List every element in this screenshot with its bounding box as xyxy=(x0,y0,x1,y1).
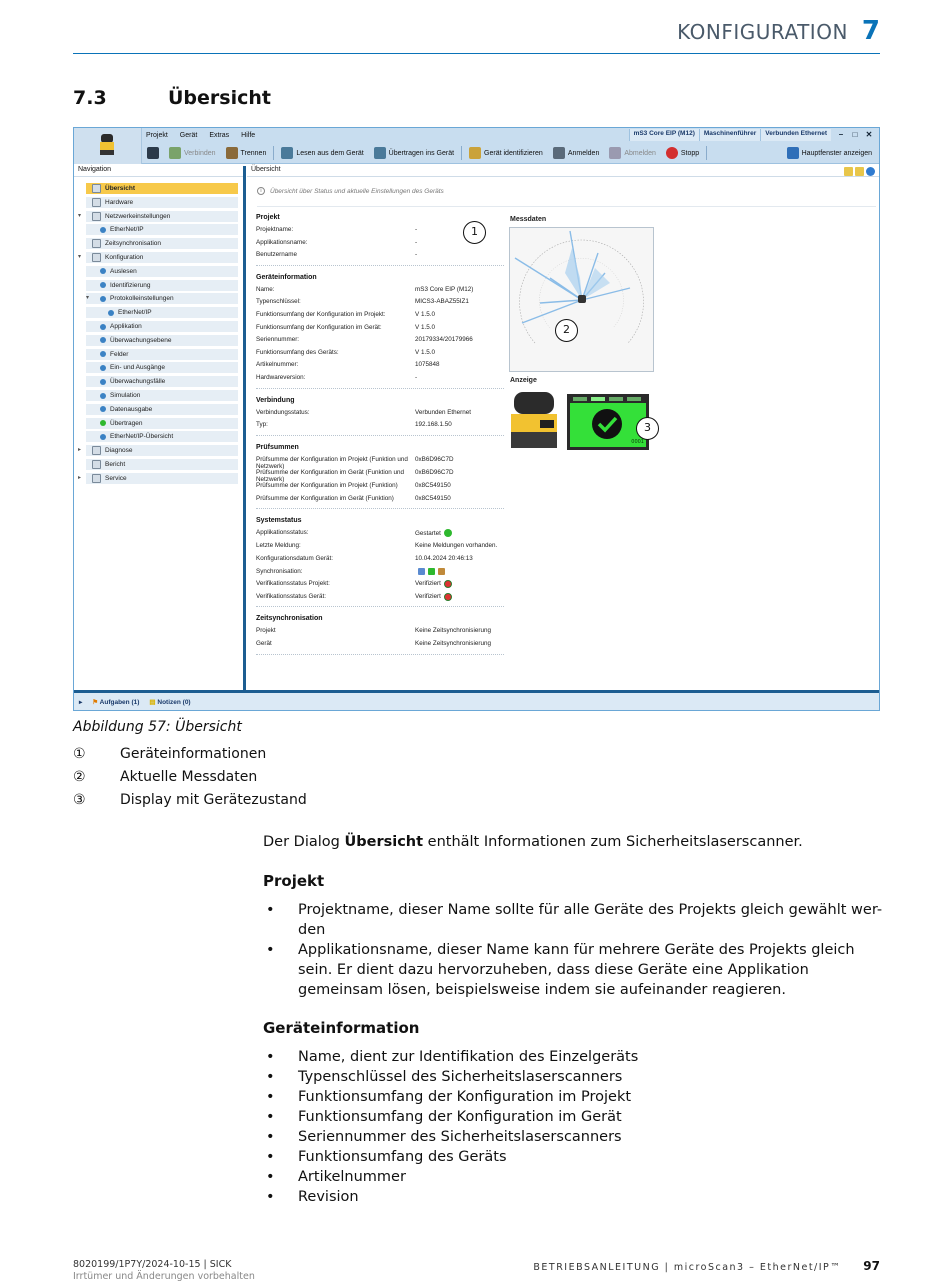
bullet-item: • Revision xyxy=(263,1187,883,1207)
tasks-tab[interactable]: ⚑ Aufgaben (1) xyxy=(92,698,140,706)
dot-icon xyxy=(100,393,106,399)
connect-icon xyxy=(169,147,181,159)
legend-text: Aktuelle Messdaten xyxy=(120,769,258,785)
nav-item[interactable] xyxy=(100,293,174,304)
info-value-text: 0x8C549150 xyxy=(415,494,451,502)
info-key: Verbindungsstatus: xyxy=(256,408,310,416)
anmelden-button[interactable] xyxy=(550,147,603,159)
dot-icon xyxy=(100,406,106,412)
info-value xyxy=(415,580,505,588)
info-value-text: Keine Zeitsynchronisierung xyxy=(415,640,491,648)
verified-icon xyxy=(444,580,452,588)
report-icon xyxy=(92,460,101,469)
nav-item[interactable] xyxy=(100,349,128,360)
configuration-icon xyxy=(92,253,101,262)
lesen-aus-dem-gerät-button[interactable] xyxy=(278,147,366,159)
status-item: Maschinenführer xyxy=(699,129,760,141)
info-value-text: V 1.5.0 xyxy=(415,348,435,356)
measurement-data-title: Messdaten xyxy=(510,216,547,223)
group-title: Zeitsynchronisation xyxy=(256,615,323,623)
bullet-item: • Funktionsumfang der Konfiguration im Projekt xyxy=(263,1087,883,1107)
info-value xyxy=(415,555,505,563)
info-key: Synchronisation: xyxy=(256,567,303,575)
info-value-text: - xyxy=(415,238,418,246)
display-title: Anzeige xyxy=(510,377,537,384)
intro-bold: Übersicht xyxy=(344,834,424,850)
running-header xyxy=(677,16,880,46)
navigation-header: Navigation xyxy=(74,166,244,177)
group-title: Prüfsummen xyxy=(256,443,299,451)
disconnect-icon xyxy=(226,147,238,159)
info-value-text: V 1.5.0 xyxy=(415,323,435,331)
toolbar-separator xyxy=(706,146,707,160)
info-value xyxy=(415,495,505,503)
bullet-item: • Applikationsname, dieser Name kann für mehrere Geräte des Projekts gleich sein. Er dient dazu hervorzuheben, dass diese Geräte eine Applikation gemeinsam lösen, beispielsweise indem sie aufeinander reagieren. xyxy=(263,940,883,1000)
note-icon[interactable] xyxy=(844,167,853,176)
nav-item[interactable] xyxy=(100,362,165,373)
expand-toggle-icon[interactable]: ▾ xyxy=(78,254,82,260)
callout-2: 2 xyxy=(555,319,578,342)
info-value-text: Gestartet xyxy=(415,529,441,537)
section-title xyxy=(73,87,271,109)
menu-item[interactable]: Projekt xyxy=(146,131,168,139)
app-logo xyxy=(74,128,142,164)
info-value-text: Verifiziert xyxy=(415,593,441,601)
callout-3: 3 xyxy=(636,417,659,440)
nav-item[interactable] xyxy=(100,418,143,429)
nav-item[interactable] xyxy=(100,321,142,332)
service-icon xyxy=(92,474,101,483)
nav-item[interactable] xyxy=(92,459,125,470)
diagnosis-icon xyxy=(92,446,101,455)
info-text: Übersicht über Status und aktuelle Einstellungen des Geräts xyxy=(270,187,444,195)
info-key: Seriennummer: xyxy=(256,336,300,344)
nav-item-label: Protokolleinstellungen xyxy=(110,295,174,303)
info-value-text: 20179334/20179966 xyxy=(415,336,473,344)
info-key: Funktionsumfang der Konfiguration im Projekt: xyxy=(256,311,386,318)
info-value xyxy=(415,286,505,294)
navigation-splitter[interactable] xyxy=(243,166,246,690)
nav-item[interactable] xyxy=(92,252,143,263)
menu-item[interactable]: Extras xyxy=(209,131,230,139)
stopp-button[interactable] xyxy=(663,147,702,159)
menu-item[interactable]: Gerät xyxy=(179,131,198,139)
info-key: Hardwareversion: xyxy=(256,374,306,381)
verbinden-button xyxy=(166,147,219,159)
info-key: Benutzername xyxy=(256,251,297,259)
toolbar-label: Stopp xyxy=(680,149,700,157)
group-divider xyxy=(256,654,504,655)
bullet-item: • Name, dient zur Identifikation des Einzelgeräts xyxy=(263,1047,883,1067)
tasks-tab-label: Aufgaben (1) xyxy=(99,698,140,706)
network-icon xyxy=(92,212,101,221)
group-divider xyxy=(256,508,504,509)
group-divider xyxy=(256,265,504,266)
hardware-icon xyxy=(92,198,101,207)
toolbar-label: Verbinden xyxy=(184,149,216,157)
nav-item[interactable] xyxy=(100,431,173,442)
info-key: Artikelnummer: xyxy=(256,361,299,369)
dot-icon xyxy=(100,434,106,440)
info-value xyxy=(415,456,505,464)
read-device-icon xyxy=(281,147,293,159)
collapse-toggle-icon[interactable]: ▸ xyxy=(78,447,82,454)
nav-item[interactable] xyxy=(100,390,140,401)
nav-item-label: Identifizierung xyxy=(110,281,151,289)
expand-toggle-icon[interactable]: ▾ xyxy=(86,295,90,302)
bullet-item: • Funktionsumfang des Geräts xyxy=(263,1147,883,1167)
info-key: Prüfsumme der Konfiguration im Projekt (Funktion) xyxy=(256,481,398,489)
menu-bar xyxy=(144,129,257,141)
info-value xyxy=(415,336,505,344)
intro-pre: Der Dialog xyxy=(263,834,345,850)
info-value xyxy=(415,409,505,417)
footer-doc-title: BETRIEBSANLEITUNG | microScan3 – EtherNet/IP™ xyxy=(533,1262,842,1273)
nav-item-label: EtherNet/IP xyxy=(110,226,144,234)
info-line xyxy=(257,187,444,195)
notes-icon[interactable] xyxy=(855,167,864,176)
nav-item[interactable] xyxy=(100,335,171,346)
nav-item-label: EtherNet/IP xyxy=(118,309,152,317)
notes-tab[interactable]: ▤ Notizen (0) xyxy=(149,698,191,706)
bullet-item: • Projektname, dieser Name sollte für alle Geräte des Projekts gleich gewählt wer-den xyxy=(263,900,883,940)
nav-item-label: Simulation xyxy=(110,392,141,399)
login-icon xyxy=(553,147,565,159)
group-title: Systemstatus xyxy=(256,517,302,525)
info-value-text: Keine Meldungen vorhanden. xyxy=(415,542,498,549)
nav-item-label: Übertragen xyxy=(110,419,143,427)
info-value-text: - xyxy=(415,251,418,259)
collapse-arrow-icon[interactable]: ▸ xyxy=(79,698,83,706)
toolbar-label: Abmelden xyxy=(624,149,656,157)
dot-icon xyxy=(100,296,106,302)
info-value xyxy=(415,469,505,477)
info-value-text: MICS3-ABAZ55IZ1 xyxy=(415,298,469,306)
info-value xyxy=(415,239,505,247)
info-divider xyxy=(257,206,876,207)
bullet-item: • Typenschlüssel des Sicherheitslaserscanners xyxy=(263,1067,883,1087)
group-title: Geräteinformation xyxy=(256,273,317,281)
time-sync-icon xyxy=(92,239,101,248)
info-value-text: V 1.5.0 xyxy=(415,311,435,318)
header-rule xyxy=(73,53,880,54)
info-value-text: - xyxy=(415,226,418,233)
info-value xyxy=(415,324,505,332)
info-value-text: 10.04.2024 20:46:13 xyxy=(415,555,473,562)
info-key: Projektname: xyxy=(256,226,294,233)
overview-icon xyxy=(92,184,101,193)
legend-text: Display mit Gerätezustand xyxy=(120,792,307,808)
dot-icon xyxy=(100,324,106,330)
info-key: Prüfsumme der Konfiguration im Gerät (Funktion und Netzwerk) xyxy=(256,468,405,484)
footer-disclaimer: Irrtümer und Änderungen vorbehalten xyxy=(73,1271,255,1282)
nav-item[interactable] xyxy=(108,307,152,318)
section-heading: Übersicht xyxy=(168,87,271,109)
nav-item-label: Netzwerkeinstellungen xyxy=(105,212,171,220)
nav-item-label: Übersicht xyxy=(105,185,135,192)
nav-item-label: Felder xyxy=(110,350,129,358)
display-code: 0001 xyxy=(631,439,644,445)
identify-device-icon xyxy=(469,147,481,159)
info-value xyxy=(415,568,505,575)
projekt-list xyxy=(263,900,883,1000)
nav-item[interactable] xyxy=(92,197,133,208)
projekt-heading: Projekt xyxy=(263,872,325,890)
info-value xyxy=(415,251,505,259)
sync-icon xyxy=(428,568,435,575)
check-icon xyxy=(592,409,622,439)
logout-icon xyxy=(609,147,621,159)
bullet-item: • Funktionsumfang der Konfiguration im Gerät xyxy=(263,1107,883,1127)
minimize-icon[interactable]: – xyxy=(838,130,844,139)
info-key: Gerät xyxy=(256,640,272,648)
gerät-identifizieren-button[interactable] xyxy=(466,147,546,159)
übertragen-ins-gerät-button[interactable] xyxy=(371,147,457,159)
footer-left xyxy=(73,1259,255,1283)
info-value-text: 0xB6D96C7D xyxy=(415,455,454,463)
info-value-text: 192.168.1.50 xyxy=(415,421,452,429)
info-value xyxy=(415,482,505,490)
info-key: Prüfsumme der Konfiguration im Projekt (Funktion und Netzwerk) xyxy=(256,455,408,471)
nav-item[interactable] xyxy=(92,211,170,222)
help-icon[interactable] xyxy=(866,167,875,176)
hauptfenster-anzeigen-button[interactable] xyxy=(784,147,875,159)
info-value-text: Verifiziert xyxy=(415,580,441,588)
toolbar-label: Lesen aus dem Gerät xyxy=(296,149,364,157)
expand-toggle-icon[interactable]: ▾ xyxy=(78,212,82,219)
info-value-text: Verbunden Ethernet xyxy=(415,408,472,416)
geraeteinformation-list xyxy=(263,1047,883,1207)
info-value xyxy=(415,311,505,319)
nav-item-label: Diagnose xyxy=(105,447,133,455)
menu-item[interactable]: Hilfe xyxy=(241,131,256,139)
page-number: 97 xyxy=(863,1259,880,1273)
content-header: Übersicht xyxy=(247,166,879,177)
info-value xyxy=(415,627,505,635)
dot-icon xyxy=(100,282,106,288)
info-value-text: mS3 Core EIP (M12) xyxy=(415,285,474,293)
info-key: Verifikationsstatus Projekt: xyxy=(256,580,330,588)
info-key: Name: xyxy=(256,285,275,293)
nav-item[interactable] xyxy=(92,473,127,484)
verified-icon xyxy=(444,593,452,601)
info-value-text: Keine Zeitsynchronisierung xyxy=(415,627,491,635)
nav-item[interactable] xyxy=(100,280,150,291)
close-icon[interactable]: ✕ xyxy=(865,130,873,139)
scanner-logo-icon xyxy=(98,134,116,156)
info-value xyxy=(415,542,505,550)
sync-icon xyxy=(438,568,445,575)
green-dot-icon xyxy=(100,420,106,426)
dot-icon xyxy=(100,227,106,233)
info-value xyxy=(415,529,505,537)
info-key: Verifikationsstatus Gerät: xyxy=(256,592,326,600)
nav-item[interactable] xyxy=(100,404,152,415)
dot-icon xyxy=(100,337,106,343)
legend-text: Geräteinformationen xyxy=(120,746,267,762)
toolbar xyxy=(144,144,875,162)
figure-caption: Abbildung 57: Übersicht xyxy=(73,719,242,735)
callout-1: 1 xyxy=(463,221,486,244)
abmelden-button xyxy=(606,147,659,159)
info-icon: i xyxy=(257,187,265,195)
transfer-device-icon xyxy=(374,147,386,159)
info-key: Funktionsumfang der Konfiguration im Gerät: xyxy=(256,323,382,331)
toolbar-label: Gerät identifizieren xyxy=(484,149,543,157)
dot-icon xyxy=(100,365,106,371)
info-value xyxy=(415,298,505,306)
nav-item-label: Bericht xyxy=(105,461,126,468)
intro-text xyxy=(263,834,803,850)
group-divider xyxy=(256,388,504,389)
laser-scanner-image xyxy=(511,392,557,448)
nav-item-label: EtherNet/IP-Übersicht xyxy=(110,433,174,441)
save-icon xyxy=(147,147,159,159)
info-value xyxy=(415,593,505,601)
info-value xyxy=(415,361,505,369)
nav-item-label: Überwachungsfälle xyxy=(110,378,166,386)
trennen-button[interactable] xyxy=(223,147,270,159)
bullet-item: • Artikelnummer xyxy=(263,1167,883,1187)
intro-paragraph xyxy=(263,832,883,852)
dot-icon xyxy=(100,379,106,385)
info-value-text: - xyxy=(415,374,418,381)
nav-item[interactable] xyxy=(92,183,135,194)
nav-item-label: Zeitsynchronisation xyxy=(105,240,161,248)
dot-icon xyxy=(100,268,106,274)
info-value-text: 0x8C549150 xyxy=(415,481,451,489)
nav-item[interactable] xyxy=(92,445,132,456)
bottom-bar xyxy=(74,690,879,710)
save-button[interactable] xyxy=(144,147,162,159)
maximize-icon[interactable]: □ xyxy=(852,130,858,139)
connection-status-bar xyxy=(629,129,831,141)
collapse-toggle-icon[interactable]: ▸ xyxy=(78,474,82,481)
nav-item[interactable] xyxy=(92,238,161,249)
nav-item[interactable] xyxy=(100,266,137,277)
info-key: Projekt xyxy=(256,627,276,635)
legend-marker: ② xyxy=(73,769,86,785)
info-value xyxy=(415,421,505,429)
group-divider xyxy=(256,435,504,436)
group-title: Verbindung xyxy=(256,396,295,404)
toolbar-label: Hauptfenster anzeigen xyxy=(801,149,872,157)
dot-icon xyxy=(100,351,106,357)
nav-item-label: Service xyxy=(105,474,127,482)
toolbar-label: Übertragen ins Gerät xyxy=(388,149,455,157)
stop-icon xyxy=(666,147,678,159)
nav-item-label: Datenausgabe xyxy=(110,405,153,413)
info-value-text: 0xB6D96C7D xyxy=(415,468,454,476)
running-header-chapter: 7 xyxy=(861,16,880,46)
window-buttons xyxy=(835,129,875,140)
footer-doc-id: 8020199/1P7Y/2024-10-15 | SICK xyxy=(73,1259,232,1270)
status-item: mS3 Core EIP (M12) xyxy=(629,129,699,141)
info-key: Konfigurationsdatum Gerät: xyxy=(256,555,334,562)
nav-item[interactable] xyxy=(100,224,144,235)
status-item: Verbunden Ethernet xyxy=(760,129,831,141)
play-status-icon xyxy=(444,529,452,537)
sync-icon xyxy=(418,568,425,575)
intro-post: enthält Informationen zum Sicherheitslaserscanner. xyxy=(423,834,803,850)
legend-marker: ③ xyxy=(73,792,86,808)
nav-item[interactable] xyxy=(100,376,165,387)
navigation-tree xyxy=(74,178,244,688)
header-icons xyxy=(844,167,875,176)
group-title: Projekt xyxy=(256,214,280,221)
nav-item-label: Konfiguration xyxy=(105,254,144,261)
dot-icon xyxy=(108,310,114,316)
nav-item-label: Hardware xyxy=(105,198,134,206)
section-number: 7.3 xyxy=(73,87,107,109)
running-header-section: KONFIGURATION xyxy=(677,20,848,44)
toolbar-separator xyxy=(461,146,462,160)
measurement-data-view xyxy=(509,227,654,372)
bullet-item: • Seriennummer des Sicherheitslaserscanners xyxy=(263,1127,883,1147)
info-value xyxy=(415,349,505,357)
info-key: Typenschlüssel: xyxy=(256,298,301,306)
info-key: Typ: xyxy=(256,421,268,429)
nav-item-label: Überwachungsebene xyxy=(110,336,172,344)
info-key: Applikationsstatus: xyxy=(256,529,309,537)
toolbar-label: Anmelden xyxy=(567,149,600,157)
toolbar-separator xyxy=(273,146,274,160)
legend-marker: ① xyxy=(73,746,86,762)
toolbar-label: Trennen xyxy=(240,149,267,157)
notes-tab-label: Notizen (0) xyxy=(157,698,191,706)
scan-plot xyxy=(510,228,653,371)
info-value-text: 1075848 xyxy=(415,361,440,369)
info-key: Funktionsumfang des Geräts: xyxy=(256,348,339,356)
software-screenshot xyxy=(73,127,880,711)
info-key: Letzte Meldung: xyxy=(256,542,301,549)
info-key: Prüfsumme der Konfiguration im Gerät (Funktion) xyxy=(256,494,394,502)
info-value xyxy=(415,374,505,382)
info-key: Applikationsname: xyxy=(256,238,308,246)
info-value xyxy=(415,640,505,648)
main-window-icon xyxy=(787,147,799,159)
footer-right xyxy=(533,1259,880,1273)
info-value xyxy=(415,226,505,234)
geraeteinformation-heading: Geräteinformation xyxy=(263,1019,420,1037)
group-divider xyxy=(256,606,504,607)
nav-item-label: Auslesen xyxy=(110,267,137,275)
nav-item-label: Ein- und Ausgänge xyxy=(110,364,165,372)
nav-item-label: Applikation xyxy=(110,323,142,330)
